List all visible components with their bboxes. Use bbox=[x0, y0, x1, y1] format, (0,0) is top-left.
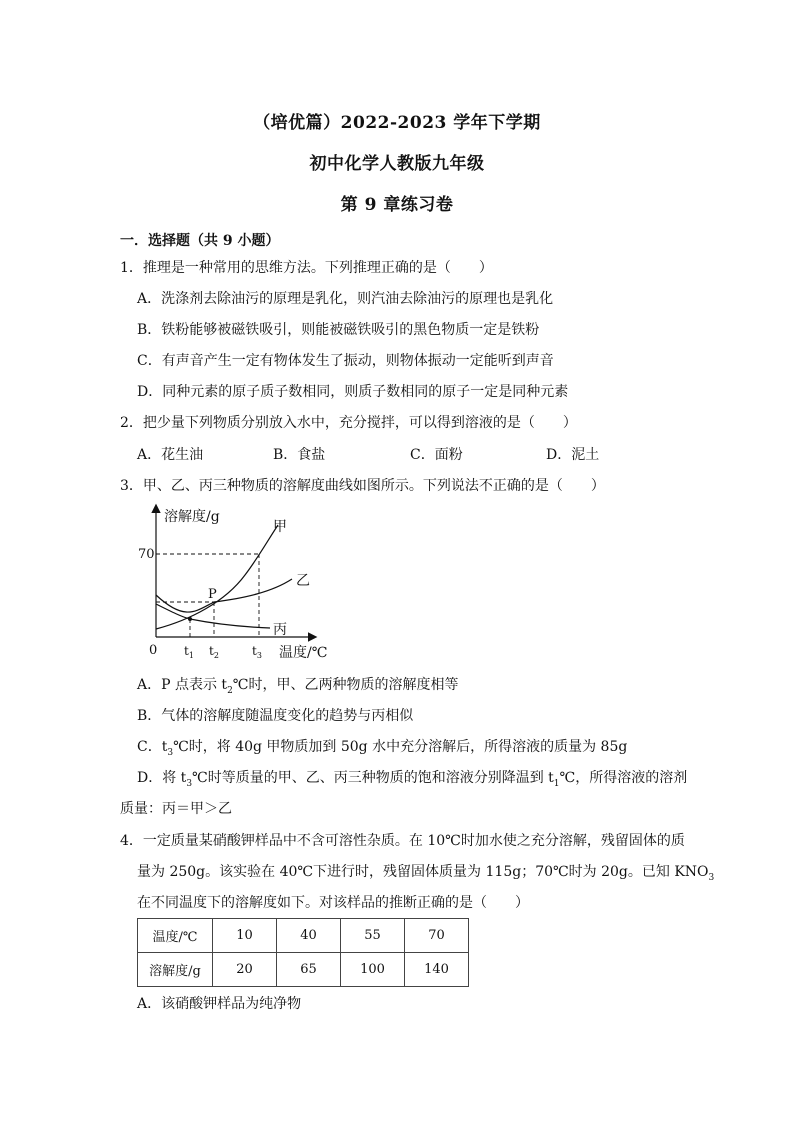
q1-option-a: A．洗涤剂去除油污的原理是乳化，则汽油去除油污的原理也是乳化 bbox=[137, 291, 554, 307]
q3-option-d-cont: 质量：丙＝甲＞乙 bbox=[120, 801, 232, 817]
q3-option-b: B．气体的溶解度随温度变化的趋势与丙相似 bbox=[137, 708, 414, 724]
q2-option-d: D．泥土 bbox=[546, 447, 600, 463]
solubility-table bbox=[137, 918, 469, 987]
x-tick-t1: $t_1$ bbox=[184, 644, 194, 660]
q1-option-d: D．同种元素的原子质子数相同，则质子数相同的原子一定是同种元素 bbox=[137, 384, 569, 400]
exam-chapter: 第 9 章练习卷 bbox=[340, 195, 454, 215]
series-label-yi: 乙 bbox=[296, 573, 310, 589]
exam-title: （培优篇）2022-2023 学年下学期 bbox=[253, 113, 541, 133]
table-cell: 温度/℃ bbox=[138, 919, 213, 953]
table-cell: 55 bbox=[341, 919, 405, 953]
q3-option-a: A．P 点表示 $t_2℃$时，甲、乙两种物质的溶解度相等 bbox=[137, 677, 459, 696]
origin-label: 0 bbox=[149, 643, 158, 658]
q2-option-c: C．面粉 bbox=[410, 447, 463, 463]
table-cell: 65 bbox=[277, 953, 341, 987]
q4-stem-line2: 量为 250g。该实验在 40℃下进行时，残留固体质量为 115g；70℃时为 20g。已知 $KNO_3$ bbox=[137, 864, 715, 883]
exam-subtitle: 初中化学人教版九年级 bbox=[309, 154, 485, 174]
q4-stem-line3: 在不同温度下的溶解度如下。对该样品的推断正确的是（ ） bbox=[137, 895, 529, 911]
table-cell: 70 bbox=[405, 919, 469, 953]
x-tick-t2: $t_2$ bbox=[209, 644, 219, 660]
q2-option-a: A．花生油 bbox=[137, 447, 204, 463]
q4-option-a: A．该硝酸钾样品为纯净物 bbox=[137, 996, 302, 1012]
q3-option-d: D．将 $t_3℃$时等质量的甲、乙、丙三种物质的饱和溶液分别降温到 $t_1℃$，所得溶液的溶剂 bbox=[137, 770, 688, 789]
y-tick-70: 70 bbox=[138, 547, 155, 562]
q4-stem-line1: 4．一定质量某硝酸钾样品中不含可溶性杂质。在 10℃时加水使之充分溶解，残留固体的质 bbox=[120, 833, 685, 849]
table-cell: 100 bbox=[341, 953, 405, 987]
table-cell: 10 bbox=[213, 919, 277, 953]
q1-option-b: B．铁粉能够被磁铁吸引，则能被磁铁吸引的黑色物质一定是铁粉 bbox=[137, 322, 540, 338]
curve-yi bbox=[156, 579, 292, 612]
q1-option-c: C．有声音产生一定有物体发生了振动，则物体振动一定能听到声音 bbox=[137, 353, 554, 369]
series-label-bing: 丙 bbox=[273, 622, 287, 638]
solubility-chart bbox=[0, 502, 794, 662]
y-axis-label: 溶解度/g bbox=[164, 509, 220, 525]
intersection-point bbox=[188, 617, 192, 621]
q1-stem: 1．推理是一种常用的思维方法。下列推理正确的是（ ） bbox=[120, 260, 493, 276]
series-label-jia: 甲 bbox=[273, 519, 287, 535]
q2-option-b: B．食盐 bbox=[273, 447, 326, 463]
table-row bbox=[138, 919, 469, 953]
table-cell: 溶解度/g bbox=[138, 953, 213, 987]
table-cell: 20 bbox=[213, 953, 277, 987]
table-cell: 140 bbox=[405, 953, 469, 987]
q2-stem: 2．把少量下列物质分别放入水中，充分搅拌，可以得到溶液的是（ ） bbox=[120, 415, 577, 431]
x-axis-label: 温度/℃ bbox=[279, 645, 328, 661]
q3-option-c: C．$t_3℃$时，将 40g 甲物质加到 50g 水中充分溶解后，所得溶液的质量为 85g bbox=[137, 739, 628, 758]
point-p-label: P bbox=[208, 587, 217, 602]
section-heading: 一．选择题（共 9 小题） bbox=[120, 233, 280, 249]
table-row bbox=[138, 953, 469, 987]
table-cell: 40 bbox=[277, 919, 341, 953]
x-tick-t3: $t_3$ bbox=[252, 644, 262, 660]
q3-stem: 3．甲、乙、丙三种物质的溶解度曲线如图所示。下列说法不正确的是（ ） bbox=[120, 478, 605, 494]
